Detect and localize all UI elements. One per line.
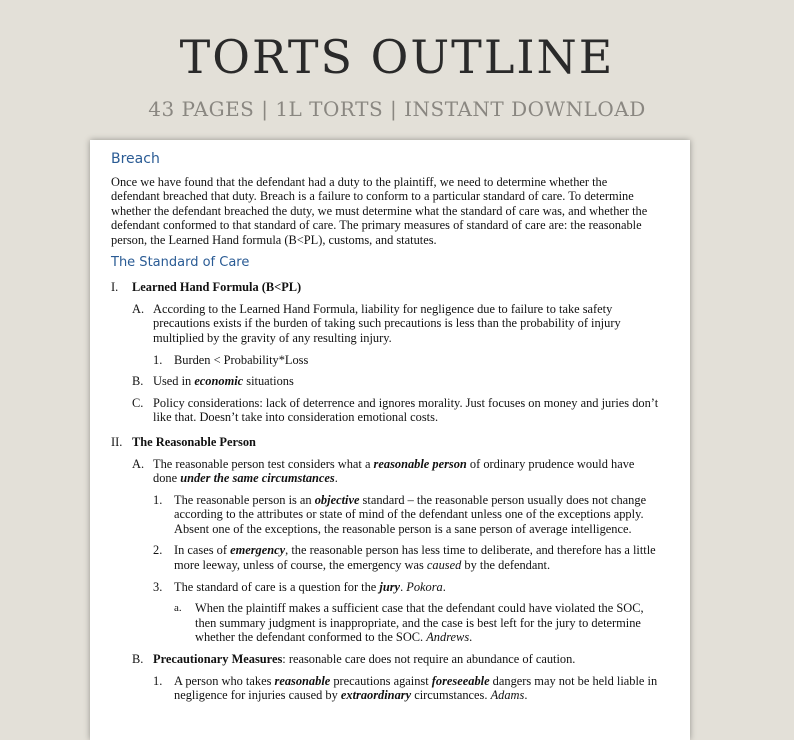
- outline-item-ii-a-3: [111, 580, 659, 595]
- outline-text: [195, 601, 659, 645]
- text-run: .: [334, 471, 338, 486]
- outline-marker: I.: [111, 280, 119, 295]
- outline-text: [153, 652, 659, 667]
- outline-item-i-c: [111, 396, 659, 425]
- outline-item-i: [111, 280, 659, 295]
- text-run: The reasonable person test considers what a: [153, 456, 374, 471]
- outline-marker: 1.: [153, 492, 163, 507]
- emphasis: economic: [194, 374, 244, 389]
- outline-text: [174, 543, 659, 572]
- text-run: .: [400, 579, 407, 594]
- outline-marker: 1.: [153, 673, 163, 688]
- text-run: .: [524, 688, 528, 703]
- emphasis: emergency: [230, 543, 286, 558]
- outline-marker: a.: [174, 602, 182, 615]
- outline-item-i-b: [111, 374, 659, 389]
- outline-marker: 1.: [153, 352, 163, 367]
- text-run: situations: [243, 374, 294, 389]
- emphasis: under the same circumstances: [180, 471, 335, 486]
- document-content: [111, 150, 659, 703]
- text-run: of ordinary prudence would have done: [153, 456, 635, 486]
- text-run: The reasonable person is an: [174, 492, 315, 507]
- outline-marker: 2.: [153, 543, 163, 558]
- italic-text: caused: [426, 558, 462, 573]
- intro-paragraph: Once we have found that the defendant had a duty to the plaintiff, we need to determine whether the defendant breached that duty. Breach is a failure to conform to a particular standard of care. To determine whether the defendant breached the duty, we must determine what the standard of care was, and whether the defendant conformed to that standard of care. The primary measures of standard of care are: the reasonable person, the Learned Hand formula (B<PL), customs, and statutes.: [111, 174, 648, 247]
- case-name: Pokora: [406, 579, 443, 594]
- text-run: Used in: [153, 374, 195, 389]
- outline-item-i-a: [111, 302, 659, 346]
- outline-marker: II.: [111, 434, 123, 449]
- case-name: Andrews: [426, 630, 470, 645]
- emphasis: jury: [379, 579, 401, 594]
- emphasis: reasonable person: [373, 456, 467, 471]
- text-run: The standard of care is a question for the: [174, 579, 380, 594]
- page-subtitle: 43 PAGES | 1L TORTS | INSTANT DOWNLOAD: [148, 97, 646, 121]
- case-name: Adams: [490, 688, 525, 703]
- outline-item-i-a-1: [111, 353, 659, 368]
- outline-marker: B.: [132, 374, 144, 389]
- text-run: .: [442, 579, 446, 594]
- outline-text: [174, 580, 659, 595]
- text-run: , the reasonable person has less time to deliberate, and therefore has a little more leeway, unless of course, the emergency was: [174, 543, 656, 573]
- emphasis: objective: [314, 492, 360, 507]
- outline-text: [174, 674, 659, 703]
- outline-marker: C.: [132, 395, 144, 410]
- page-title: TORTS OUTLINE: [179, 30, 615, 84]
- outline-marker: A.: [132, 301, 145, 316]
- outline-text: According to the Learned Hand Formula, liability for negligence due to failure to take safety precautions exists if the burden of taking such precautions is less than the probability of injury multiplied by the gravity of any resulting injury.: [153, 301, 621, 345]
- text-run: : reasonable care does not require an abundance of caution.: [282, 652, 576, 667]
- text-run: When the plaintiff makes a sufficient case that the defendant could have violated the SOC, then summary judgment is inappropriate, and the case is best left for the jury to determine whether the defendant conformed to the SOC.: [195, 601, 644, 645]
- subsection-heading: The Standard of Care: [111, 254, 250, 270]
- text-run: .: [469, 630, 473, 645]
- outline-marker: 3.: [153, 579, 163, 594]
- document-page: [90, 140, 690, 740]
- text-run: In cases of: [174, 543, 231, 558]
- emphasis: extraordinary: [340, 688, 412, 703]
- outline-item-ii-a: [111, 457, 659, 486]
- outline-text: Policy considerations: lack of deterrence and ignores morality. Just focuses on money and juries don’t like that. Doesn’t take into consideration emotional costs.: [153, 395, 659, 425]
- outline-marker: B.: [132, 652, 144, 667]
- section-heading: Breach: [111, 151, 160, 167]
- outline-item-ii: [111, 435, 659, 450]
- outline-text: [153, 457, 659, 486]
- text-run: precautions against: [330, 673, 432, 688]
- outline-item-ii-a-3-a: [111, 601, 659, 645]
- outline-item-ii-a-1: [111, 493, 659, 537]
- outline-heading: Learned Hand Formula (B<PL): [132, 280, 302, 295]
- outline-item-ii-b-1: [111, 674, 659, 703]
- text-run: standard – the reasonable person usually does not change according to the attributes or state of mind of the defendant unless one of the exceptions apply. Absent one of the exceptions, the reasonable person is a sane person of average intelligence.: [174, 492, 647, 536]
- text-run: A person who takes: [174, 673, 275, 688]
- outline-heading: The Reasonable Person: [132, 434, 256, 449]
- outline-text: Burden < Probability*Loss: [174, 352, 309, 367]
- text-run: dangers may not be held liable in negligence for injuries caused by: [174, 673, 658, 703]
- emphasis: foreseeable: [431, 673, 490, 688]
- text-run: circumstances.: [411, 688, 491, 703]
- bold-text: Precautionary Measures: [153, 652, 283, 667]
- outline-item-ii-b: [111, 652, 659, 667]
- outline-item-ii-a-2: [111, 543, 659, 572]
- emphasis: reasonable: [274, 673, 331, 688]
- outline-text: [174, 493, 659, 537]
- text-run: by the defendant.: [461, 558, 551, 573]
- outline-text: [153, 374, 659, 389]
- outline-marker: A.: [132, 456, 145, 471]
